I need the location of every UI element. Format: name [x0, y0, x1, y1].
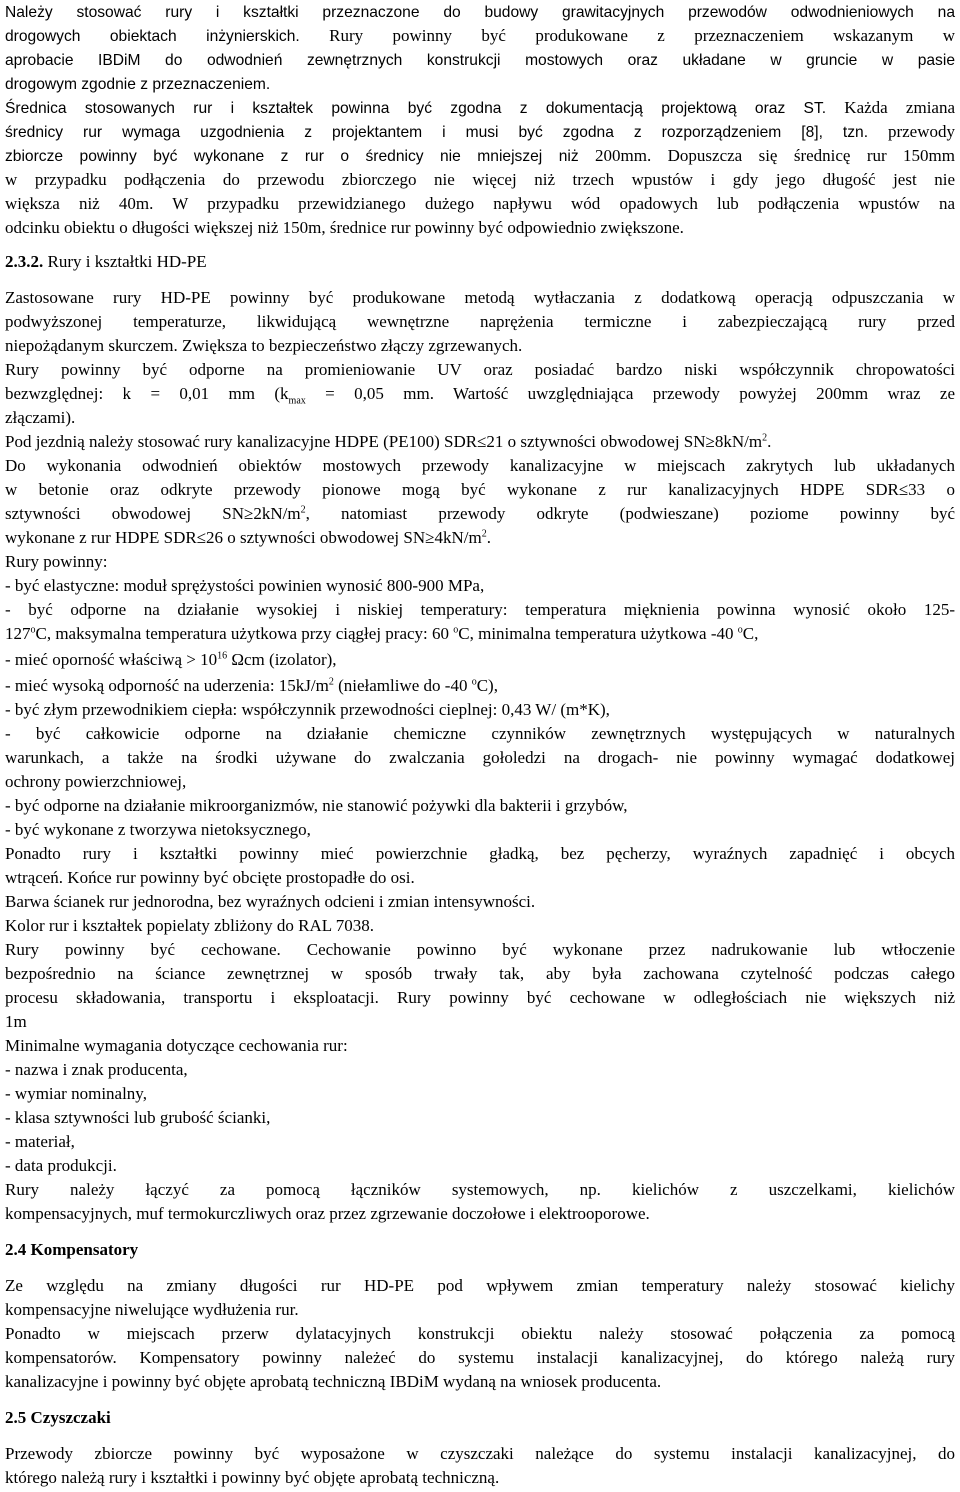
list-item: - wymiar nominalny, [5, 1084, 147, 1103]
text-line: kanalizacyjne i powinny być objęte aprobatą techniczną IBDiM wydaną na wniosek producenta. [5, 1372, 662, 1391]
text-line: większa niż 40m. W przypadku przewidzianego dużego napływu wód opadowych lub podłączenia wpustów na [5, 194, 955, 213]
text-line: w przypadku podłączenia do przewodu zbiorczego nie więcej niż trzech wpustów i gdy jego długość jest nie [5, 170, 955, 189]
list-item: - mieć oporność właściwą > $10^{16}$ Ωcm (izolator), [5, 650, 337, 669]
text-line: Ponadto rury i kształtki powinny mieć powierzchnie gładką, bez pęcherzy, wyraźnych zapadnięć i obcych [5, 844, 955, 863]
list-item: 127$^o$C, maksymalna temperatura użytkowa przy ciągłej pracy: 60 $^o$C, minimalna temperatura użytkowa -40 $^o$C, [5, 624, 759, 643]
list-item: - być wykonane z tworzywa nietoksycznego, [5, 820, 311, 839]
text-line: Do wykonania odwodnień obiektów mostowych przewody kanalizacyjne w miejscach zakrytych lub układanych [5, 456, 955, 475]
text-line: drogowym zgodnie z przeznaczeniem. [5, 76, 271, 93]
text-line: Ponadto w miejscach przerw dylatacyjnych konstrukcji obiektu należy stosować połączenia za pomocą [5, 1324, 955, 1343]
text-line: Średnica stosowanych rur i kształtek powinna być zgodna z dokumentacją projektową oraz ST. Każda zmiana [5, 98, 956, 117]
text-line: zbiorcze powinny być wykonane z rur o średnicy nie mniejszej niż 200mm. Dopuszcza się średnicę rur 150mm [5, 146, 955, 165]
list-item: - mieć wysoką odporność na uderzenia: $15kJ/m^2$ (niełamliwe do -40 $^o$C), [5, 676, 498, 695]
text-line: niepożądanym skurczem. Zwiększa to bezpieczeństwo złączy zgrzewanych. [5, 336, 523, 355]
list-item: - być złym przewodnikiem ciepła: współczynnik przewodności cieplnej: 0,43 W/ (m*K), [5, 700, 610, 719]
text-line: aprobacie IBDiM do odwodnień zewnętrznych konstrukcji mostowych oraz układane w gruncie w pasie [5, 52, 955, 69]
text-line: wtrąceń. Końce rur powinny być obcięte prostopadłe do osi. [5, 868, 415, 887]
text-line: warunkach, a także na środki używane do zwalczania gołoledzi na drogach- nie powinny wymagać dodatkowej [5, 748, 955, 767]
text-line: kompensatorów. Kompensatory powinny należeć do systemu instalacji kanalizacyjnej, do którego należą rury [5, 1348, 955, 1367]
list-item: - materiał, [5, 1132, 75, 1151]
section-heading: 2.5 Czyszczaki [5, 1408, 111, 1427]
text-line: podwyższonej temperaturze, likwidującą wewnętrzne naprężenia termiczne i zabezpieczającą rury przed [5, 312, 955, 331]
list-item: - być odporne na działanie mikroorganizmów, nie stanowić pożywki dla bakterii i grzybów, [5, 796, 628, 815]
text-line: kompensacyjne niwelujące wydłużenia rur. [5, 1300, 299, 1319]
section-heading: 2.4 Kompensatory [5, 1240, 139, 1259]
text-line: którego należą rury i kształtki i powinny być objęte aprobatą techniczną. [5, 1468, 500, 1487]
list-item: - być elastyczne: moduł sprężystości powinien wynosić 800-900 MPa, [5, 576, 485, 595]
text-line: Zastosowane rury HD-PE powinny być produkowane metodą wytłaczania z dodatkową operacją odpuszczania w [5, 288, 955, 307]
text-line: średnicy rur wymaga uzgodnienia z projektantem i musi być zgodna z rozporządzeniem [8], tzn. przewody [5, 122, 955, 141]
text-line: drogowych obiektach inżynierskich. Rury powinny być produkowane z przeznaczeniem wskazanym w [5, 26, 956, 45]
text-line: w betonie oraz odkryte przewody pionowe mogą być wykonane z rur kanalizacyjnych HDPE SDR≤33 o [5, 480, 955, 499]
text-line: 1m [5, 1012, 27, 1031]
text-line: Minimalne wymagania dotyczące cechowania rur: [5, 1036, 348, 1055]
text-line: Barwa ścianek rur jednorodna, bez wyraźnych odcieni i zmian intensywności. [5, 892, 536, 911]
text-line: odcinku obiektu o długości większej niż 150m, średnice rur powinny być odpowiednio zwiększone. [5, 218, 684, 237]
text-line: Przewody zbiorcze powinny być wyposażone w czyszczaki należące do systemu instalacji kanalizacyjnej, do [5, 1444, 955, 1463]
text-line: złączami). [5, 408, 76, 427]
text-line: Ze względu na zmiany długości rur HD-PE pod wpływem zmian temperatury należy stosować kielichy [5, 1276, 955, 1295]
text-line: bezwzględnej: k = 0,01 mm ($k_{max} = 0,05$ mm. Wartość uwzględniająca przewody powyżej 200mm wraz ze [5, 384, 956, 407]
text-line: Pod jezdnią należy stosować rury kanalizacyjne HDPE (PE100) SDR≤21 o sztywności obwodowej $SN\ge 8kN/m^2$. [5, 432, 772, 451]
text-line: wykonane z rur HDPE SDR≤26 o sztywności obwodowej $SN\ge 4kN/m^2$. [5, 528, 491, 547]
text-line: Rury należy łączyć za pomocą łączników systemowych, np. kielichów z uszczelkami, kielichów [5, 1180, 955, 1199]
list-item: - data produkcji. [5, 1156, 117, 1175]
text-line: Rury powinny być cechowane. Cechowanie powinno być wykonane przez nadrukowanie lub wtłoczenie [5, 940, 955, 959]
text-line: Rury powinny: [5, 552, 108, 571]
text-line: ochrony powierzchniowej, [5, 772, 187, 791]
text-line: kompensacyjnych, muf termokurczliwych oraz przez zgrzewanie doczołowe i elektrooporowe. [5, 1204, 650, 1223]
list-item: - być całkowicie odporne na działanie chemiczne czynników zewnętrznych występujących w naturalnych [5, 724, 955, 743]
list-item: - nazwa i znak producenta, [5, 1060, 188, 1079]
text-line: Rury powinny być odporne na promieniowanie UV oraz posiadać bardzo niski współczynnik chropowatości [5, 360, 955, 379]
text-line: sztywności obwodowej $SN\ge 2kN/m^2$, natomiast przewody odkryte (podwieszane) poziome powinny być [5, 504, 955, 523]
list-item: - klasa sztywności lub grubość ścianki, [5, 1108, 271, 1127]
text-line: Kolor rur i kształtek popielaty zbliżony do RAL 7038. [5, 916, 375, 935]
text-line: procesu składowania, transportu i eksploatacji. Rury powinny być cechowane w odległościach nie większych niż [5, 988, 955, 1007]
section-heading: 2.3.2. Rury i kształtki HD-PE [5, 252, 207, 271]
text-line: bezpośrednio na ściance zewnętrznej w sposób trwały tak, aby była zachowana czytelność podczas całego [5, 964, 955, 983]
list-item: - być odporne na działanie wysokiej i niskiej temperatury: temperatura mięknienia powinna wynosić około 125- [5, 600, 955, 619]
text-line: Należy stosować rury i kształtki przeznaczone do budowy grawitacyjnych przewodów odwodnieniowych na [5, 4, 955, 21]
